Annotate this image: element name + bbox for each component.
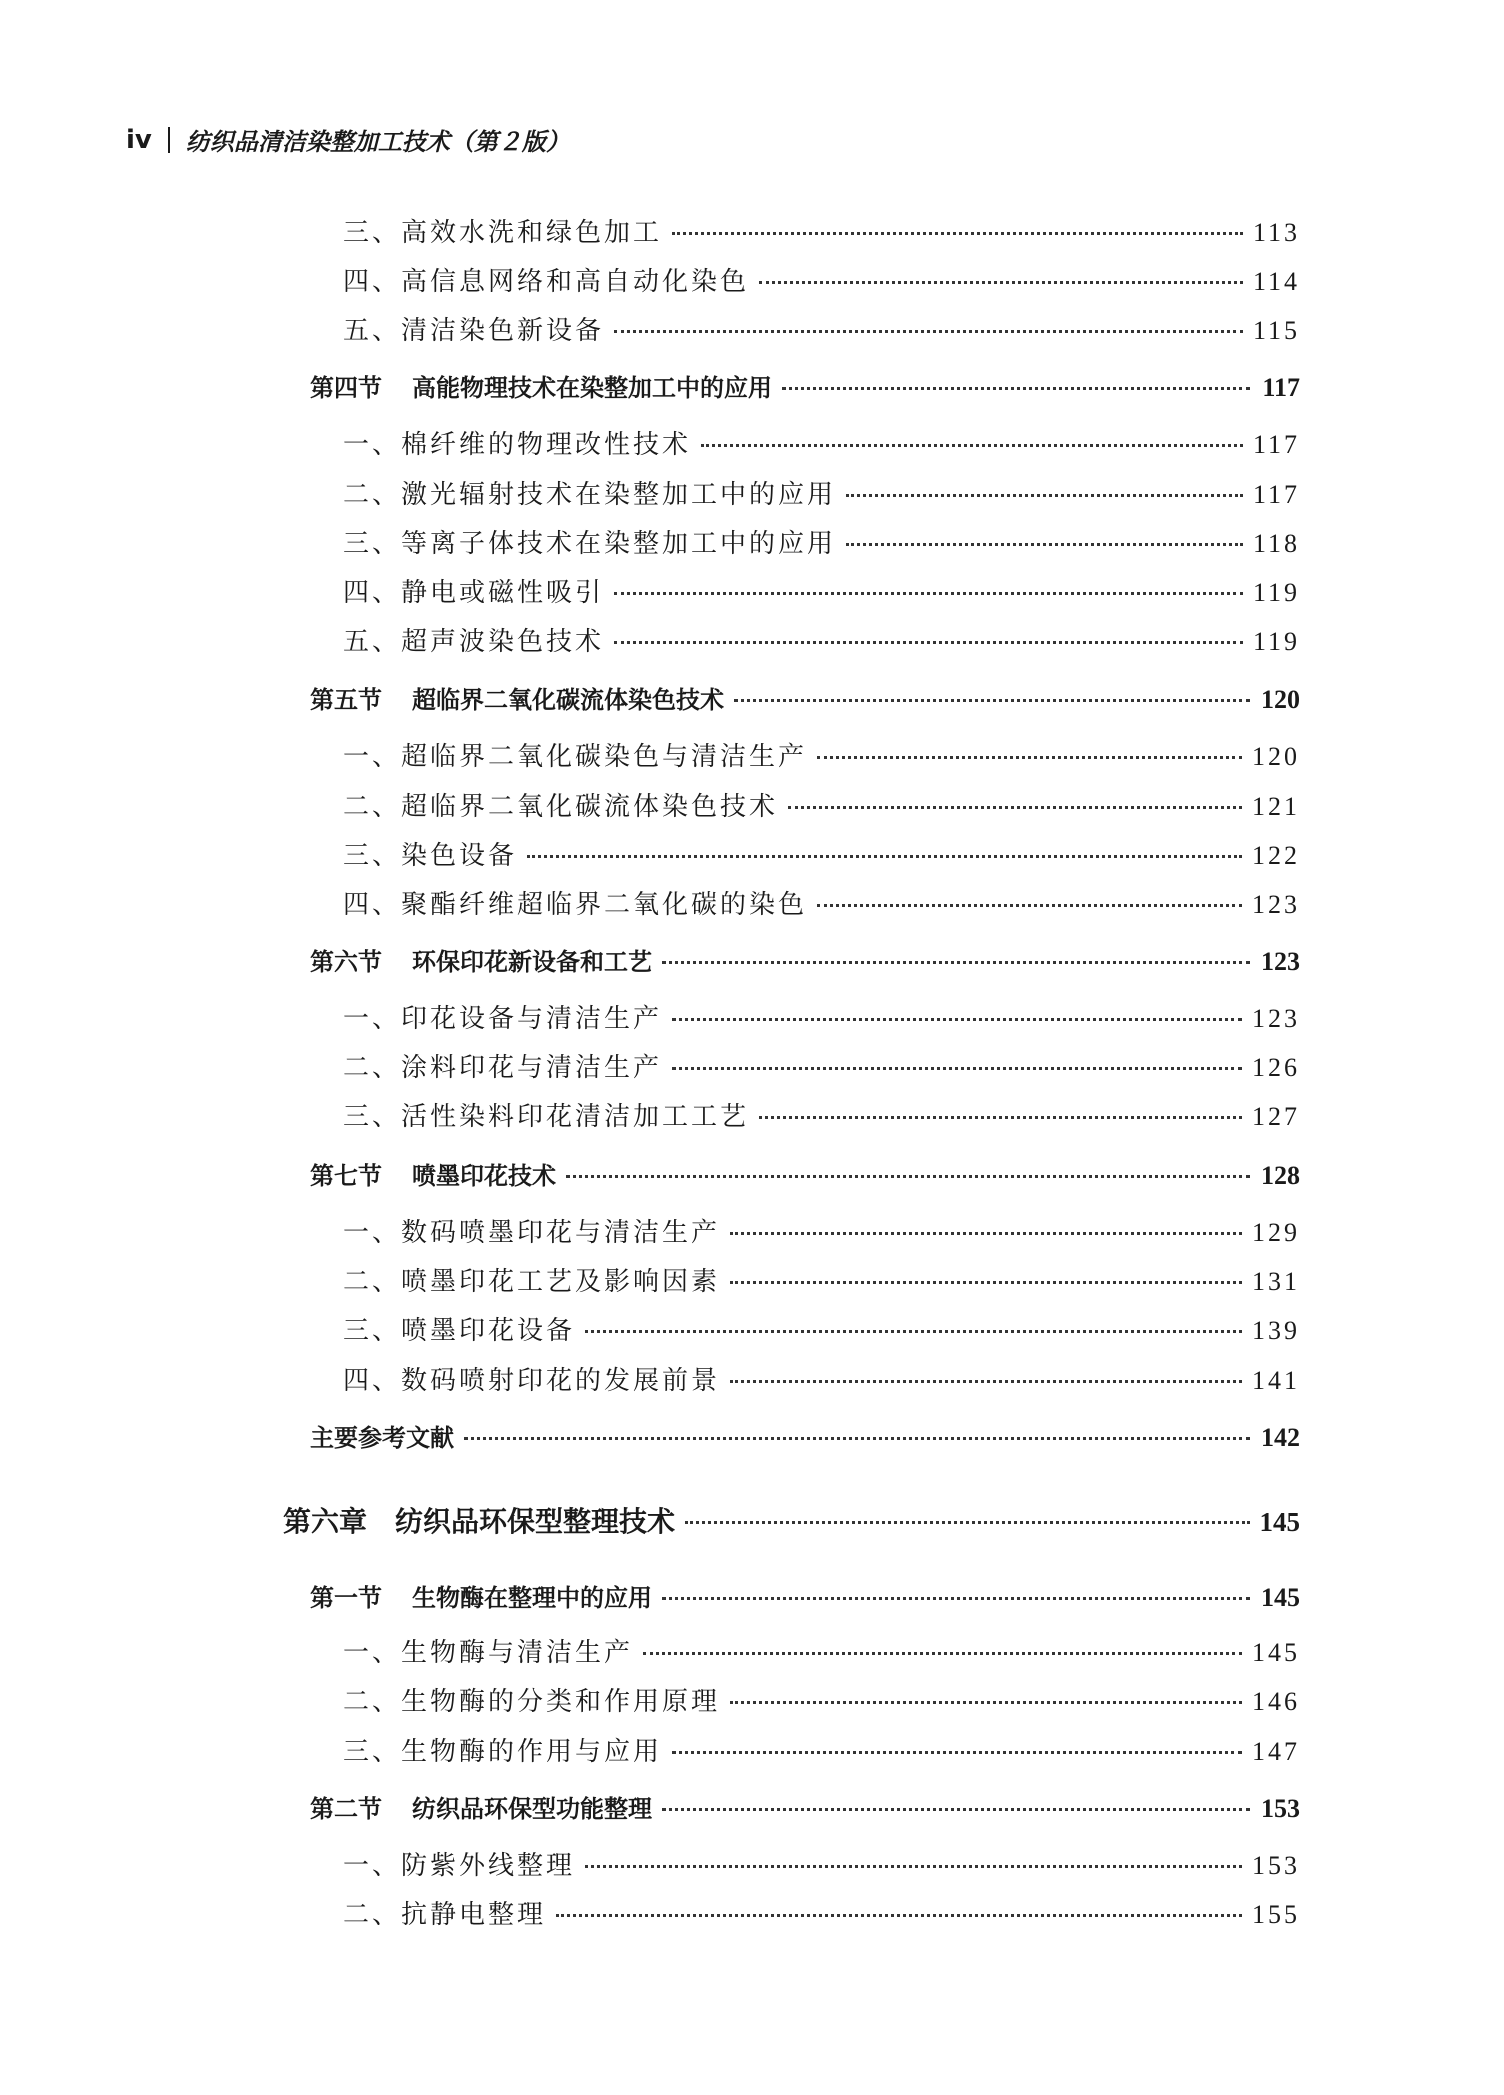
toc-entry-number: 第七节 (310, 1162, 382, 1190)
toc-entry-title: 一、防紫外线整理 (343, 1851, 576, 1881)
dot-leader (734, 676, 1250, 702)
dot-leader (846, 469, 1243, 497)
dot-leader (685, 1494, 1249, 1524)
toc-entry-page: 155 (1252, 1900, 1300, 1929)
toc-entry-title: 三、等离子体技术在染整加工中的应用 (343, 529, 837, 559)
book-title: 纺织品清洁染整加工技术（第２版） (185, 128, 570, 156)
toc-entry-page: 127 (1252, 1102, 1300, 1131)
dot-leader (672, 993, 1242, 1021)
dot-leader (566, 1152, 1250, 1178)
dot-leader (846, 518, 1243, 546)
running-header (126, 122, 570, 157)
dot-leader (701, 419, 1243, 447)
toc-entry-page: 117 (1262, 373, 1300, 402)
dot-leader (672, 1726, 1242, 1754)
toc-entry-title: 超临界二氧化碳流体染色技术 (412, 686, 724, 714)
toc-entry-section (310, 1789, 1300, 1823)
toc-entry-page: 128 (1261, 1161, 1300, 1190)
toc-entry-page: 120 (1261, 685, 1300, 714)
dot-leader (556, 1889, 1242, 1917)
toc-entry-page: 146 (1252, 1687, 1300, 1716)
toc-entry-title: 主要参考文献 (310, 1424, 454, 1452)
toc-entry-item (343, 1310, 1300, 1344)
toc-entry-page: 129 (1252, 1218, 1300, 1247)
toc-entry-page: 142 (1261, 1423, 1300, 1452)
dot-leader (614, 567, 1243, 595)
toc-entry-section (310, 368, 1300, 402)
dot-leader (614, 305, 1243, 333)
toc-entry-title: 喷墨印花技术 (412, 1162, 556, 1190)
toc-entry-page: 117 (1252, 430, 1300, 459)
toc-entry-page: 126 (1252, 1053, 1300, 1082)
header-divider (168, 127, 170, 153)
toc-entry-title: 一、生物酶与清洁生产 (343, 1638, 634, 1668)
toc-entry-title: 二、激光辐射技术在染整加工中的应用 (343, 480, 837, 510)
dot-leader (662, 1785, 1250, 1811)
dot-leader (662, 1574, 1250, 1600)
toc-entry-section (310, 1156, 1300, 1190)
toc-entry-section (310, 942, 1300, 976)
toc-entry-title: 五、超声波染色技术 (343, 627, 605, 657)
page-number: iv (126, 124, 152, 155)
toc-entry-page: 122 (1252, 841, 1300, 870)
toc-entry-page: 119 (1252, 578, 1300, 607)
toc-entry-title: 三、染色设备 (343, 841, 518, 871)
dot-leader (672, 207, 1243, 235)
toc-entry-title: 四、静电或磁性吸引 (343, 578, 605, 608)
toc-entry-item (343, 1096, 1300, 1130)
toc-entry-title: 三、活性染料印花清洁加工工艺 (343, 1102, 750, 1132)
toc-entry-item (343, 474, 1300, 508)
toc-entry-page: 153 (1252, 1851, 1300, 1880)
toc-entry-item (343, 212, 1300, 246)
dot-leader (788, 781, 1242, 809)
toc-entry-title: 四、数码喷射印花的发展前景 (343, 1366, 721, 1396)
dot-leader (817, 879, 1242, 907)
toc-entry-title: 一、棉纤维的物理改性技术 (343, 430, 692, 460)
toc-entry-item (343, 786, 1300, 820)
toc-entry-title: 一、数码喷墨印花与清洁生产 (343, 1218, 721, 1248)
toc-entry-item (343, 1845, 1300, 1879)
dot-leader (662, 938, 1250, 964)
toc-entry-title: 生物酶在整理中的应用 (412, 1584, 652, 1612)
toc-entry-number: 第四节 (310, 374, 382, 402)
toc-entry-title: 一、印花设备与清洁生产 (343, 1004, 663, 1034)
toc-entry-section (310, 680, 1300, 714)
toc-entry-item (343, 1360, 1300, 1394)
toc-entry-title: 三、生物酶的作用与应用 (343, 1737, 663, 1767)
toc-entry-page: 119 (1252, 627, 1300, 656)
toc-entry-title: 二、生物酶的分类和作用原理 (343, 1687, 721, 1717)
toc-entry-page: 153 (1261, 1794, 1300, 1823)
dot-leader (759, 1091, 1242, 1119)
toc-entry-item (343, 1212, 1300, 1246)
toc-entry-item (343, 1261, 1300, 1295)
toc-entry-title: 高能物理技术在染整加工中的应用 (412, 374, 772, 402)
toc-entry-item (343, 621, 1300, 655)
toc-entry-page: 139 (1252, 1316, 1300, 1345)
toc-entry-item (343, 1047, 1300, 1081)
dot-leader (585, 1305, 1242, 1333)
toc-entry-item (343, 261, 1300, 295)
toc-entry-page: 118 (1252, 529, 1300, 558)
toc-entry-title: 一、超临界二氧化碳染色与清洁生产 (343, 742, 808, 772)
toc-entry-title: 三、高效水洗和绿色加工 (343, 218, 663, 248)
toc-entry-page: 115 (1252, 316, 1300, 345)
toc-entry-item (343, 572, 1300, 606)
toc-entry-title: 四、聚酯纤维超临界二氧化碳的染色 (343, 890, 808, 920)
toc-entry-item (343, 523, 1300, 557)
toc-entry-page: 141 (1252, 1366, 1300, 1395)
dot-leader (585, 1840, 1242, 1868)
toc-entry-number: 第二节 (310, 1795, 382, 1823)
dot-leader (730, 1256, 1242, 1284)
toc-entry-page: 123 (1252, 890, 1300, 919)
dot-leader (730, 1207, 1242, 1235)
toc-entry-item (343, 1894, 1300, 1928)
toc-entry-title: 环保印花新设备和工艺 (412, 948, 652, 976)
toc-entry-item (343, 736, 1300, 770)
toc-entry-item (343, 1632, 1300, 1666)
toc-entry-title: 二、涂料印花与清洁生产 (343, 1053, 663, 1083)
dot-leader (730, 1676, 1242, 1704)
toc-entry-page: 131 (1252, 1267, 1300, 1296)
toc-entry-number: 第六章 (283, 1505, 368, 1538)
dot-leader (782, 364, 1250, 390)
toc-entry-item (343, 835, 1300, 869)
toc-entry-item (343, 424, 1300, 458)
dot-leader (730, 1355, 1242, 1383)
toc-entry-page: 117 (1252, 480, 1300, 509)
toc-entry-title: 二、超临界二氧化碳流体染色技术 (343, 792, 779, 822)
toc-entry-page: 123 (1252, 1004, 1300, 1033)
toc-entry-title: 纺织品环保型功能整理 (412, 1795, 652, 1823)
toc-entry-number: 第五节 (310, 686, 382, 714)
toc-entry-number: 第一节 (310, 1584, 382, 1612)
dot-leader (759, 256, 1243, 284)
toc-entry-page: 113 (1252, 218, 1300, 247)
toc-entry-item (343, 884, 1300, 918)
toc-entry-title: 三、喷墨印花设备 (343, 1316, 576, 1346)
toc-entry-title: 纺织品环保型整理技术 (395, 1505, 676, 1538)
toc-entry-page: 123 (1261, 947, 1300, 976)
toc-entry-title: 五、清洁染色新设备 (343, 316, 605, 346)
toc-entry-page: 121 (1252, 792, 1300, 821)
toc-entry-page: 147 (1252, 1737, 1300, 1766)
toc-entry-page: 145 (1261, 1583, 1300, 1612)
toc-entry-title: 二、喷墨印花工艺及影响因素 (343, 1267, 721, 1297)
toc-entry-page: 145 (1252, 1638, 1300, 1667)
toc-entry-chapter (283, 1500, 1300, 1538)
toc-entry-page: 120 (1252, 742, 1300, 771)
toc-entry-title: 四、高信息网络和高自动化染色 (343, 267, 750, 297)
toc-entry-item (343, 998, 1300, 1032)
toc-entry-number: 第六节 (310, 948, 382, 976)
toc-entry-page: 114 (1252, 267, 1300, 296)
dot-leader (464, 1414, 1250, 1440)
dot-leader (817, 731, 1242, 759)
toc-entry-item (343, 1731, 1300, 1765)
toc-entry-section (310, 1578, 1300, 1612)
dot-leader (643, 1627, 1242, 1655)
toc-entry-item (343, 310, 1300, 344)
dot-leader (614, 616, 1243, 644)
toc-entry-item (343, 1681, 1300, 1715)
toc-entry-title: 二、抗静电整理 (343, 1900, 547, 1930)
dot-leader (672, 1042, 1242, 1070)
dot-leader (527, 830, 1242, 858)
toc-entry-section (310, 1418, 1300, 1452)
toc-entry-page: 145 (1259, 1507, 1300, 1537)
